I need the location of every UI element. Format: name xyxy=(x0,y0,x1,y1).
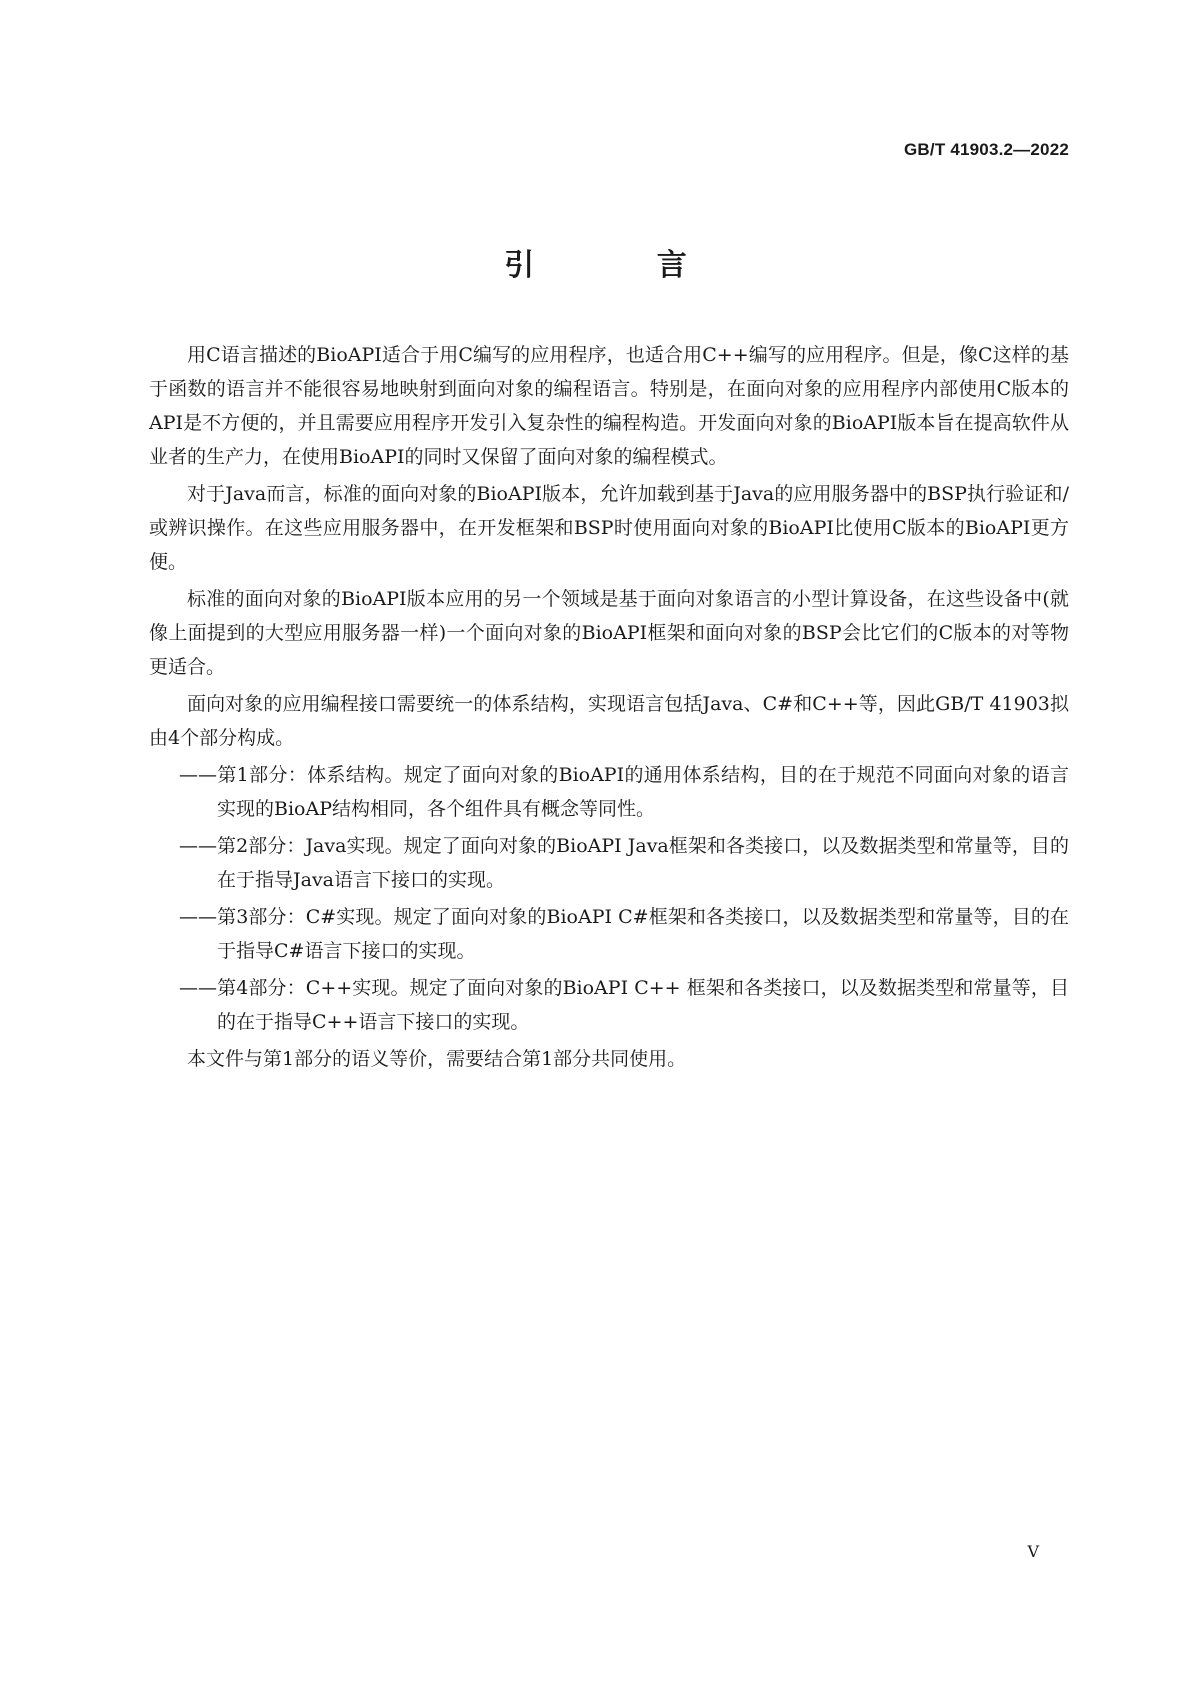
part-list-item-4: ——第4部分：C++实现。规定了面向对象的BioAPI C++ 框架和各类接口，以及数据类型和常量等，目的在于指导C++语言下接口的实现。 xyxy=(179,977,1069,1033)
page-title: 引 言 xyxy=(504,248,743,283)
page-number: V xyxy=(1027,1542,1039,1561)
part-list-item-3: ——第3部分：C#实现。规定了面向对象的BioAPI C#框架和各类接口，以及数据类型和常量等，目的在于指导C#语言下接口的实现。 xyxy=(179,906,1069,962)
paragraph-2: 对于Java而言，标准的面向对象的BioAPI版本，允许加载到基于Java的应用服务器中的BSP执行验证和/或辨识操作。在这些应用服务器中，在开发框架和BSP时使用面向对象的BioAPI比使用C版本的BioAPI更方便。 xyxy=(149,483,1069,573)
introduction-body xyxy=(149,338,1069,1079)
standard-code: GB/T 41903.2—2022 xyxy=(904,140,1069,159)
paragraph-1: 用C语言描述的BioAPI适合于用C编写的应用程序，也适合用C++编写的应用程序。但是，像C这样的基于函数的语言并不能很容易地映射到面向对象的编程语言。特别是，在面向对象的应用程序内部使用C版本的API是不方便的，并且需要应用程序开发引入复杂性的编程构造。开发面向对象的BioAPI版本旨在提高软件从业者的生产力，在使用BioAPI的同时又保留了面向对象的编程模式。 xyxy=(149,344,1069,468)
closing-paragraph: 本文件与第1部分的语义等价，需要结合第1部分共同使用。 xyxy=(187,1048,687,1070)
paragraph-4: 面向对象的应用编程接口需要统一的体系结构，实现语言包括Java、C#和C++等，因此GB/T 41903拟由4个部分构成。 xyxy=(149,693,1069,749)
part-list-item-1: ——第1部分：体系结构。规定了面向对象的BioAPI的通用体系结构，目的在于规范不同面向对象的语言实现的BioAP结构相同，各个组件具有概念等同性。 xyxy=(179,764,1069,820)
paragraph-3: 标准的面向对象的BioAPI版本应用的另一个领域是基于面向对象语言的小型计算设备，在这些设备中(就像上面提到的大型应用服务器一样)一个面向对象的BioAPI框架和面向对象的BSP会比它们的C版本的对等物更适合。 xyxy=(149,588,1069,678)
part-list-item-2: ——第2部分：Java实现。规定了面向对象的BioAPI Java框架和各类接口，以及数据类型和常量等，目的在于指导Java语言下接口的实现。 xyxy=(179,835,1069,891)
